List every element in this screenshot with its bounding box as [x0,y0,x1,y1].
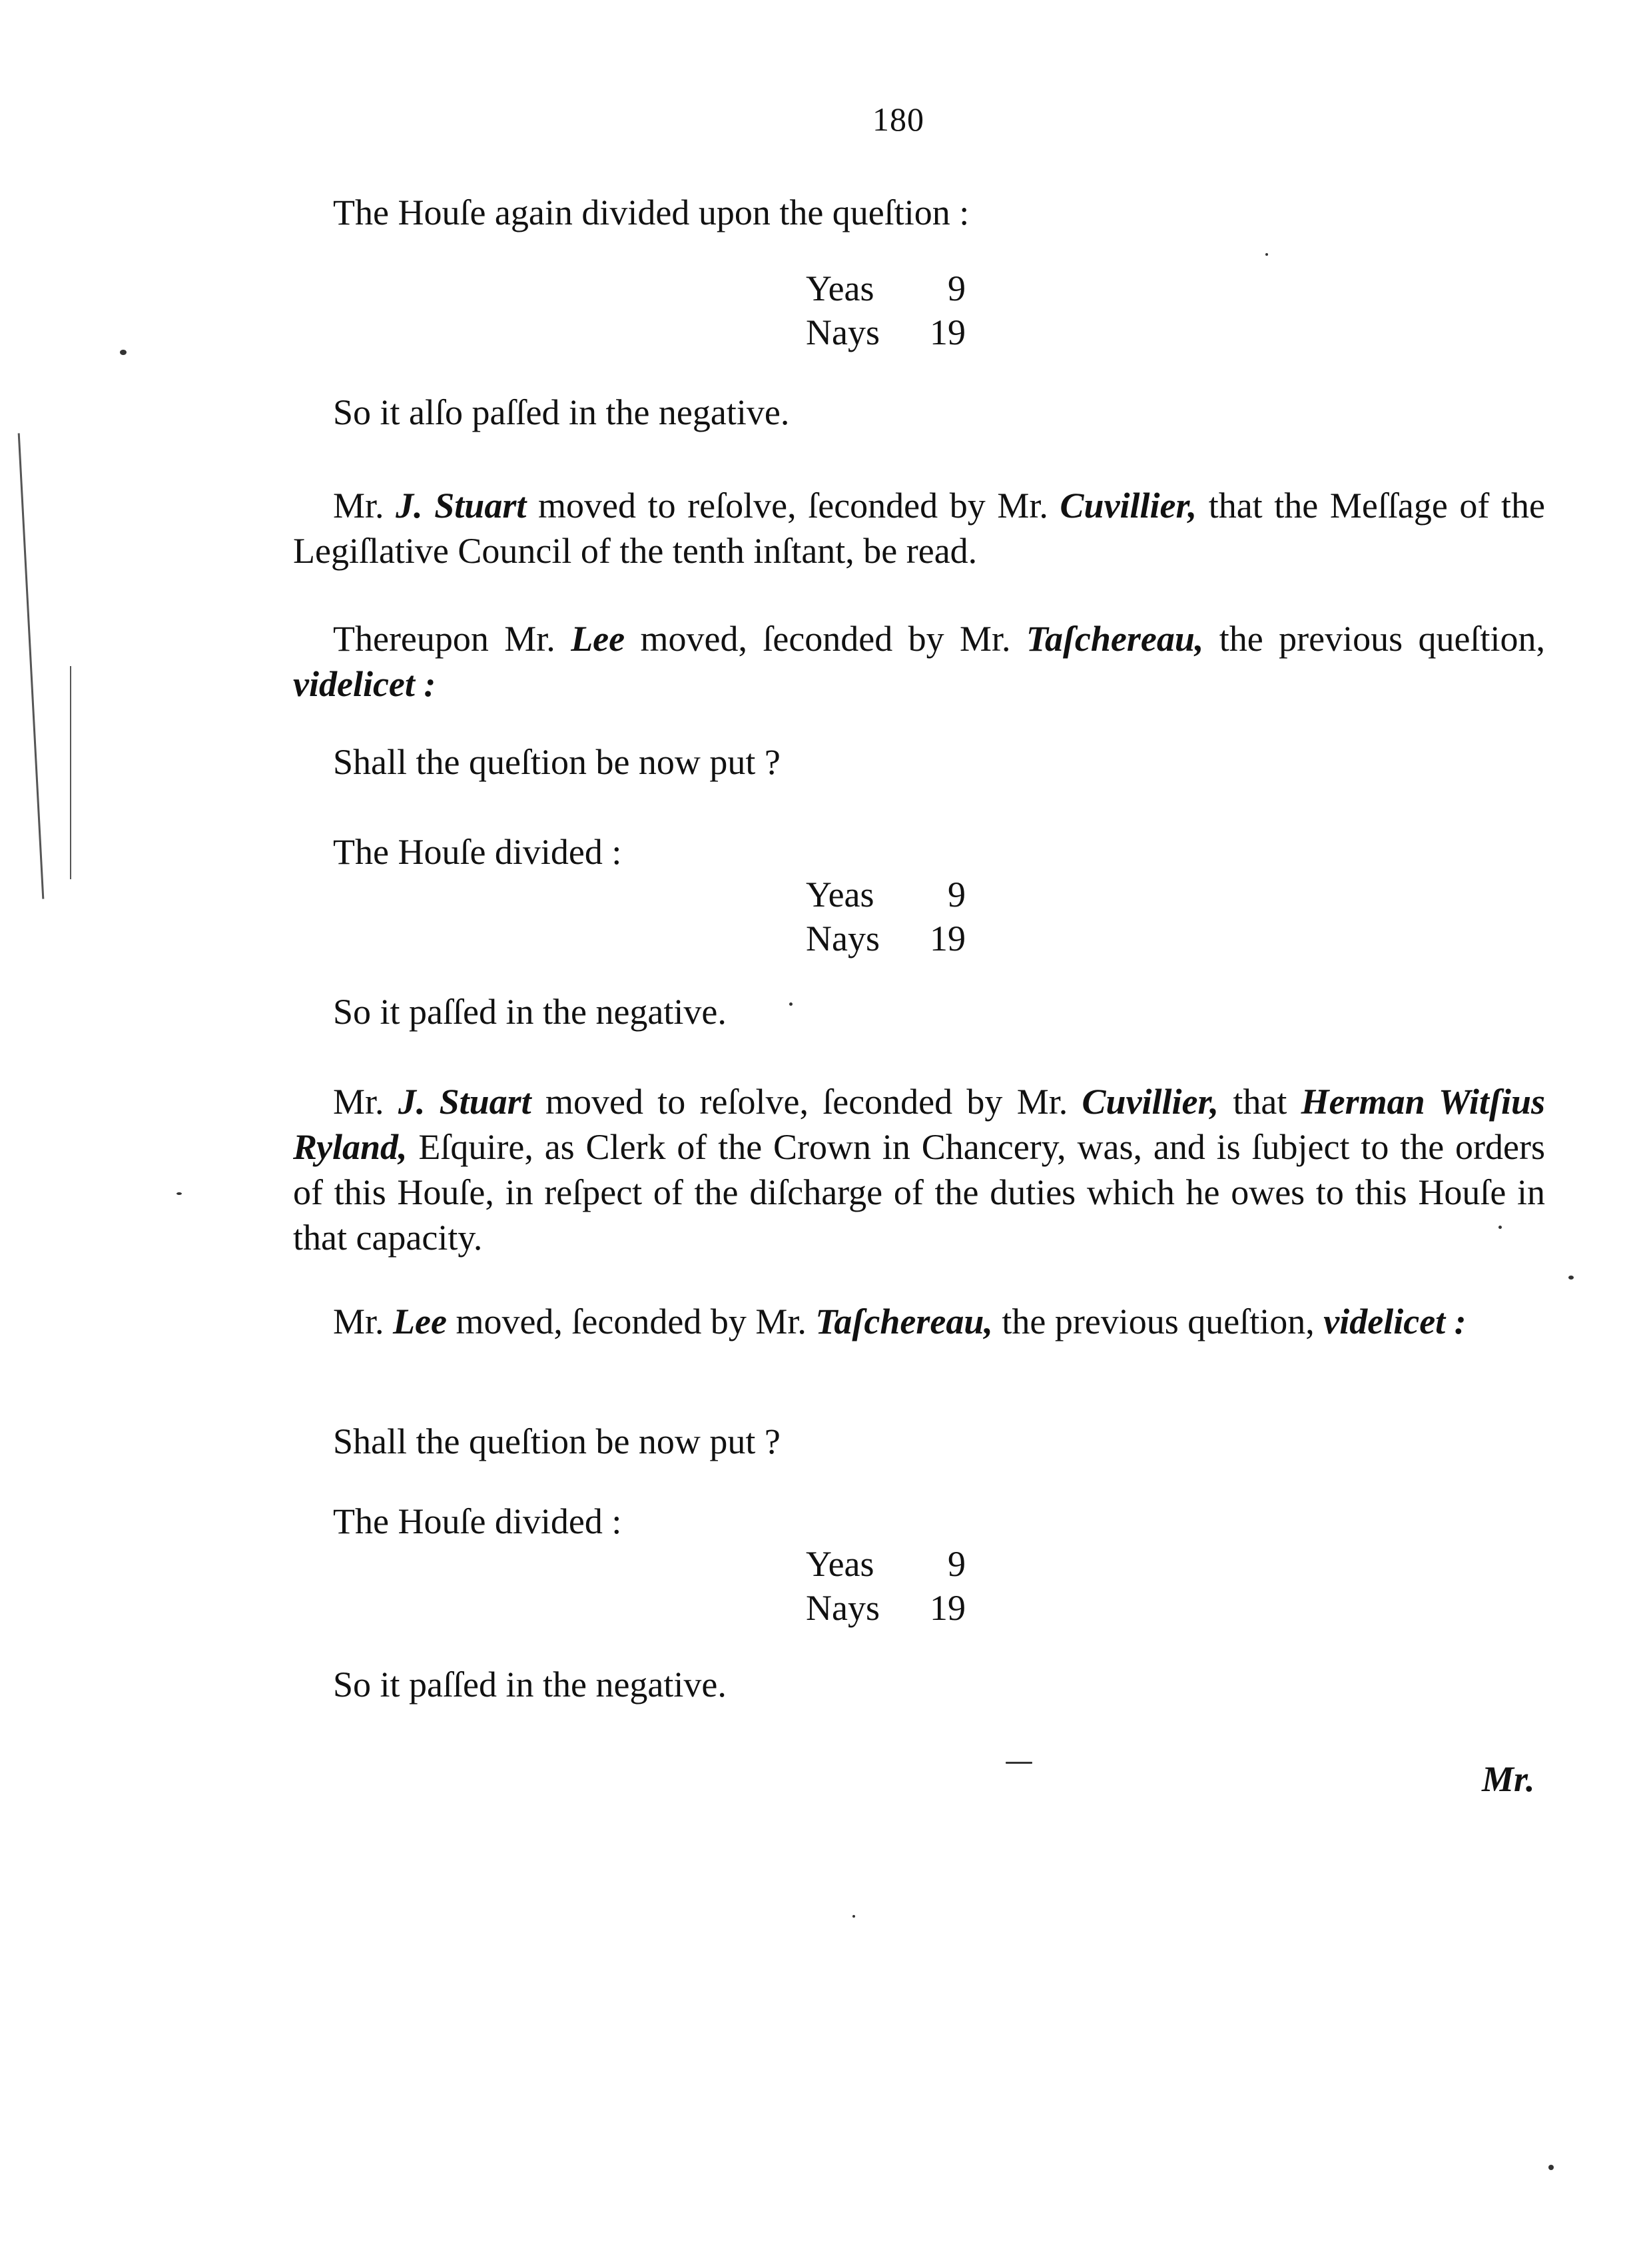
text-run: the previous queſtion, [1203,619,1545,659]
text-run: Mr. [333,1302,394,1341]
yeas-label: Yeas [806,875,874,915]
text-run: the previous queſtion, [992,1302,1324,1341]
member-name: Lee [571,619,625,659]
scan-speck [1265,253,1268,256]
text-run: moved, ſeconded by Mr. [446,1302,816,1341]
page-number: 180 [872,101,924,138]
catchword: Mr. [1482,1759,1535,1799]
paragraph-result-2 [293,989,1545,1034]
text-run: Eſquire, as Clerk of the Crown in Chancery, was, and is ſubject to the orders of this Houſe, in reſpect of the diſcharge of the duties which he owes to this Houſe in that capacity. [293,1127,1545,1258]
paragraph-question-1 [293,739,1545,785]
paragraph-house-divided-2 [293,829,1545,875]
scan-margin-mark [70,666,71,879]
text-run: moved, ſeconded by Mr. [625,619,1026,659]
member-name: J. Stuart [398,1082,531,1122]
latin-term: videlicet : [1323,1302,1467,1341]
latin-term: videlicet : [293,664,436,704]
scan-speck [1568,1276,1574,1280]
yeas-count: 9 [948,875,966,915]
vote-yeas-row [806,873,966,917]
paragraph-question-2 [293,1419,1545,1464]
vote-nays-row [806,310,966,354]
scan-speck [789,1002,793,1006]
nays-count: 19 [930,1588,966,1628]
nays-label: Nays [806,1588,880,1628]
paragraph-previous-question-1 [293,616,1545,707]
nays-count: 19 [930,919,966,958]
paragraph-house-divided-1 [293,190,1545,235]
member-name: Taſchereau, [1026,619,1204,659]
member-name: J. Stuart [396,486,527,526]
scan-speck [852,1915,855,1918]
paragraph-text: The Houſe divided : [333,832,622,872]
nays-count: 19 [930,312,966,352]
paragraph-motion-stuart-2 [293,1079,1545,1260]
text-run: Thereupon Mr. [333,619,571,659]
yeas-label: Yeas [806,1544,874,1584]
scan-speck [176,1192,182,1195]
vote-tally-2 [806,873,966,960]
paragraph-motion-stuart-1 [293,483,1545,573]
scan-margin-mark [18,433,45,899]
text-run: moved to reſolve, ſeconded by Mr. [531,1082,1082,1122]
scan-speck [1006,1762,1032,1764]
paragraph-text: Shall the queſtion be now put ? [333,742,781,782]
paragraph-text: The Houſe again divided upon the queſtion : [333,192,970,232]
text-run: Mr. [333,486,396,526]
scan-speck [1548,2165,1554,2170]
text-run: that the Meſſage of the Legiſlative Council of the tenth inſtant, be read. [293,486,1545,571]
paragraph-house-divided-3 [293,1499,1545,1544]
member-name: Cuvillier, [1082,1082,1219,1122]
member-name: Cuvillier, [1060,486,1197,526]
paragraph-text: So it paſſed in the negative. [333,1665,727,1704]
paragraph-result-1 [293,390,1545,435]
paragraph-previous-question-2 [293,1299,1545,1344]
nays-label: Nays [806,312,880,352]
text-run: that [1219,1082,1301,1122]
vote-yeas-row [806,1542,966,1586]
text-run: Mr. [333,1082,398,1122]
scan-speck [1498,1226,1502,1229]
yeas-count: 9 [948,1544,966,1584]
vote-tally-3 [806,1542,966,1630]
vote-nays-row [806,1586,966,1630]
member-name: Lee [393,1302,447,1341]
scan-speck [120,350,127,355]
paragraph-text: Shall the queſtion be now put ? [333,1421,781,1461]
vote-nays-row [806,917,966,960]
paragraph-text: So it alſo paſſed in the negative. [333,392,790,432]
paragraph-text: So it paſſed in the negative. [333,992,727,1032]
text-run: moved to reſolve, ſeconded by Mr. [526,486,1060,526]
vote-tally-1 [806,266,966,354]
vote-yeas-row [806,266,966,310]
paragraph-result-3 [293,1662,1545,1707]
nays-label: Nays [806,919,880,958]
person-name: Herman Witſius Ryland, [293,1082,1545,1167]
yeas-label: Yeas [806,268,874,308]
member-name: Taſchereau, [815,1302,993,1341]
yeas-count: 9 [948,268,966,308]
paragraph-text: The Houſe divided : [333,1501,622,1541]
